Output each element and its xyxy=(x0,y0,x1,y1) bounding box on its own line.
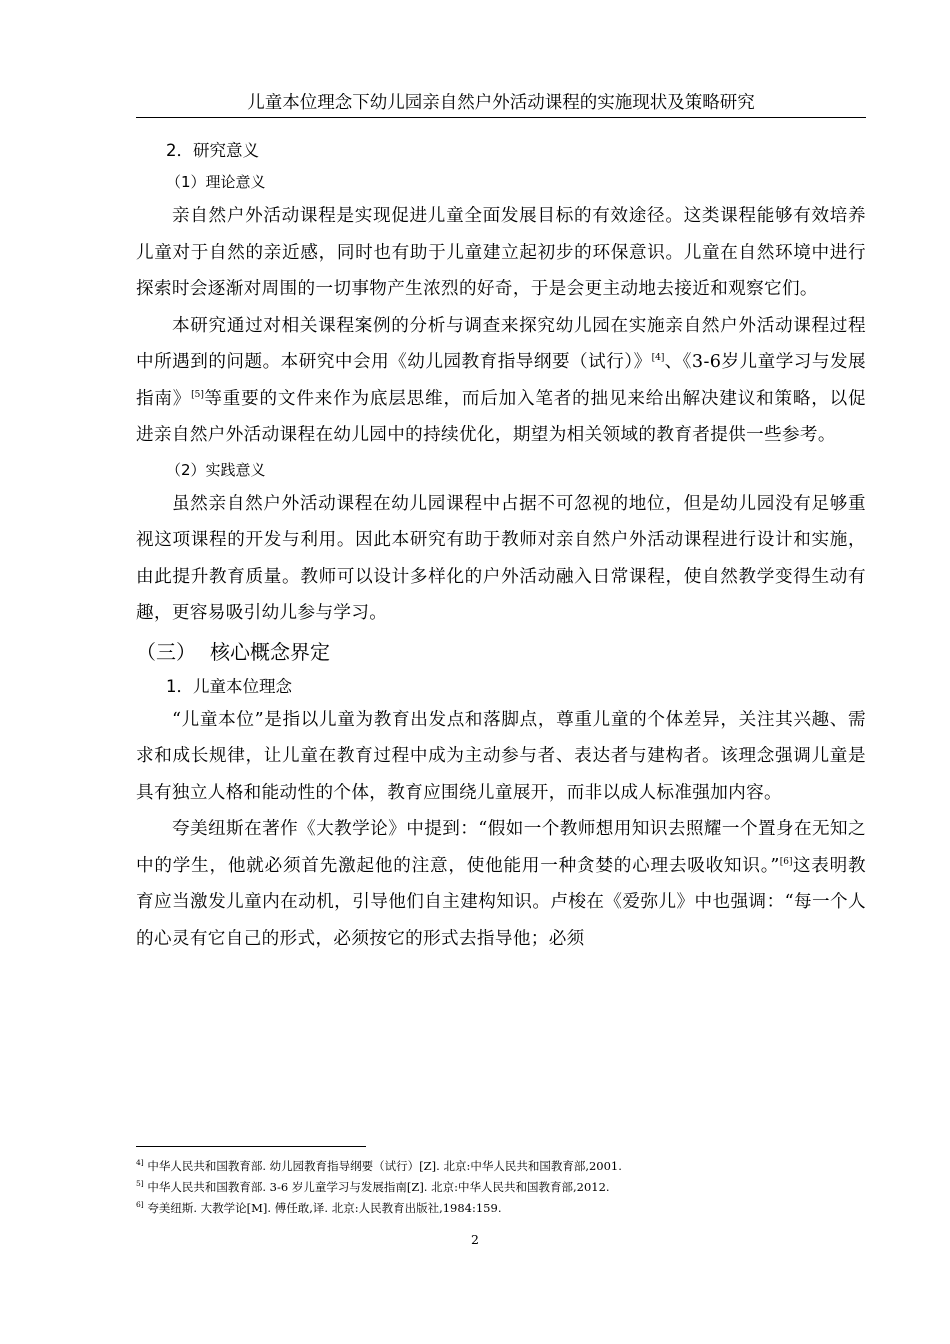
citation-6: [6] xyxy=(779,856,793,867)
chapter-heading-core-concepts xyxy=(136,632,866,672)
citation-4: [4] xyxy=(651,353,665,364)
page-number: 2 xyxy=(471,1232,479,1247)
subheading-practical-significance: （2）实践意义 xyxy=(166,460,266,479)
footnote-5 xyxy=(136,1177,866,1198)
paragraph-2-text-c: 等重要的文件来作为底层思维，而后加入笔者的拙见来给出解决建议和策略，以促进亲自然户外活动课程在幼儿园中的持续优化，期望为相关领域的教育者提供一些参考。 xyxy=(136,388,866,445)
header-title: 儿童本位理念下幼儿园亲自然户外活动课程的实施现状及策略研究 xyxy=(247,93,755,113)
footnote-text: 夸美纽斯. 大教学论[M]. 傅任敢,译. 北京:人民教育出版社,1984:159. xyxy=(147,1201,502,1215)
chapter-heading-number: （三） xyxy=(136,639,196,664)
subheading-theoretical-significance: （1）理论意义 xyxy=(166,173,266,191)
paragraph-4: “儿童本位”是指以儿童为教育出发点和落脚点，尊重儿童的个体差异，关注其兴趣、需求和成长规律，让儿童在教育过程中成为主动参与者、表达者与建构者。该理念强调儿童是具有独立人格和能动性的个体，教育应围绕儿童展开，而非以成人标准强加内容。 xyxy=(136,709,866,803)
footnote-mark: 6] xyxy=(136,1200,144,1210)
footnote-text: 中华人民共和国教育部. 幼儿园教育指导纲要（试行）[Z]. 北京:中华人民共和国教育部,2001. xyxy=(147,1159,622,1173)
citation-5: [5] xyxy=(191,389,204,400)
footnote-mark: 5] xyxy=(136,1179,144,1189)
paragraph-3: 虽然亲自然户外活动课程在幼儿园课程中占据不可忽视的地位，但是幼儿园没有足够重视这项课程的开发与利用。因此本研究有助于教师对亲自然户外活动课程进行设计和实施，由此提升教育质量。教师可以设计多样化的户外活动融入日常课程，使自然教学变得生动有趣，更容易吸引幼儿参与学习。 xyxy=(136,493,866,623)
paragraph-5-text-b: 这表明教育应当激发儿童内在动机，引导他们自主建构知识。卢梭在《爱弥儿》中也强调：“每一个人的心灵有它自己的形式，必须按它的形式去指导他；必须 xyxy=(136,855,866,949)
footnote-6 xyxy=(136,1198,866,1219)
paragraph-2-text-b: 、《3-6岁儿童学习与发展指南》 xyxy=(136,352,866,409)
paragraph-5-text-a: 夸美纽斯在著作《大教学论》中提到：“假如一个教师想用知识去照耀一个置身在无知之中的学生，他就必须首先激起他的注意，使他能用一种贪婪的心理去吸收知识。” xyxy=(136,819,866,876)
page-body xyxy=(136,136,866,957)
paragraph-2-text-a: 本研究通过对相关课程案例的分析与调查来探究幼儿园在实施亲自然户外活动课程过程中所遇到的问题。本研究中会用《幼儿园教育指导纲要（试行）》 xyxy=(136,315,866,372)
footnote-separator xyxy=(136,1146,366,1147)
footnote-mark: 4] xyxy=(136,1158,144,1168)
footnote-text: 中华人民共和国教育部. 3-6 岁儿童学习与发展指南[Z]. 北京:中华人民共和国教育部,2012. xyxy=(147,1180,610,1194)
footnotes xyxy=(136,1156,866,1219)
section-heading-research-significance: 2．研究意义 xyxy=(166,141,259,160)
footnote-4 xyxy=(136,1156,866,1177)
chapter-heading-title: 核心概念界定 xyxy=(210,639,330,664)
page-header xyxy=(136,92,866,118)
paragraph-1: 亲自然户外活动课程是实现促进儿童全面发展目标的有效途径。这类课程能够有效培养儿童对于自然的亲近感，同时也有助于儿童建立起初步的环保意识。儿童在自然环境中进行探索时会逐渐对周围的一切事物产生浓烈的好奇，于是会更主动地去接近和观察它们。 xyxy=(136,206,866,299)
paragraph-2 xyxy=(136,308,866,454)
section-heading-child-centered: 1．儿童本位理念 xyxy=(166,676,292,696)
paragraph-5 xyxy=(136,811,866,957)
